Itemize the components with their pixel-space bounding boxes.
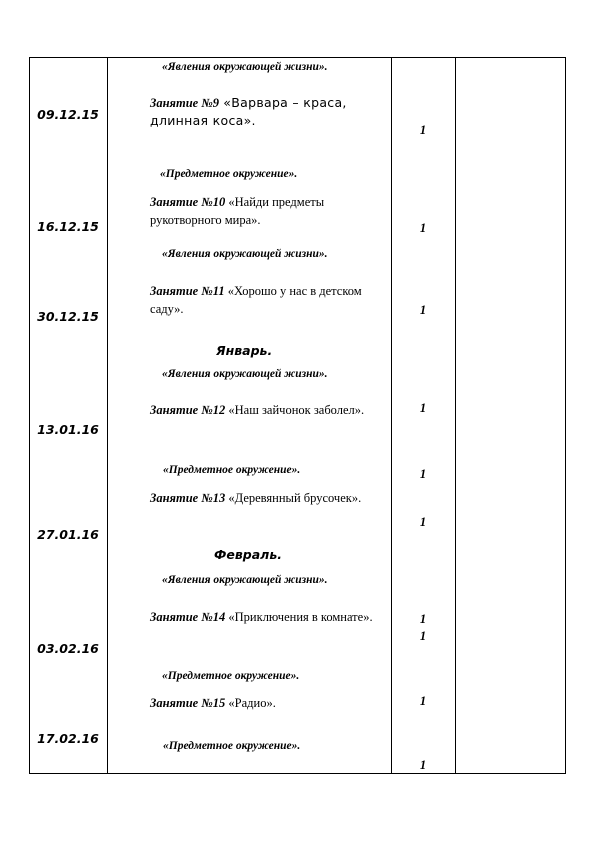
hours-value: 1 [419, 467, 427, 481]
section-title: «Предметное окружение». [160, 168, 298, 180]
lesson-entry [150, 489, 375, 507]
lesson-topic: «Деревянный брусочек». [225, 491, 362, 505]
lesson-date: 03.02.16 [37, 641, 99, 656]
lesson-topic: «Радио». [225, 696, 276, 710]
lesson-number: Занятие №12 [150, 403, 226, 417]
lesson-date: 17.02.16 [37, 731, 99, 746]
month-heading: Февраль. [214, 547, 282, 562]
table-border-top [29, 57, 566, 58]
hours-value: 1 [419, 515, 427, 529]
hours-value: 1 [419, 303, 427, 317]
hours-value: 1 [419, 758, 427, 772]
lesson-entry [150, 694, 375, 712]
lesson-number: Занятие №13 [150, 491, 226, 505]
lesson-entry [150, 94, 380, 130]
lesson-date: 27.01.16 [37, 527, 99, 542]
hours-value: 1 [419, 221, 427, 235]
hours-value: 1 [419, 612, 427, 626]
section-title: «Явления окружающей жизни». [162, 574, 328, 586]
hours-value: 1 [419, 629, 427, 643]
hours-value: 1 [419, 123, 427, 137]
column-divider-date [107, 57, 108, 774]
lesson-entry [150, 193, 375, 229]
lesson-topic: «Наш зайчонок заболел». [225, 403, 365, 417]
lesson-number: Занятие №9 [150, 96, 220, 110]
column-divider-hours [455, 57, 456, 774]
lesson-date: 30.12.15 [37, 309, 99, 324]
month-heading: Январь. [216, 343, 273, 358]
lesson-topic: «Хорошо у нас в детском саду». [150, 284, 362, 316]
lesson-number: Занятие №14 [150, 610, 226, 624]
lesson-topic: «Варвара – краса, длинная коса». [150, 95, 347, 128]
section-title: «Предметное окружение». [162, 670, 300, 682]
lesson-number: Занятие №15 [150, 696, 226, 710]
hours-value: 1 [419, 401, 427, 415]
lesson-date: 16.12.15 [37, 219, 99, 234]
hours-value: 1 [419, 694, 427, 708]
lesson-entry [150, 608, 375, 626]
lesson-date: 09.12.15 [37, 107, 99, 122]
lesson-entry [150, 282, 375, 318]
section-title: «Предметное окружение». [163, 464, 301, 476]
section-title: «Явления окружающей жизни». [162, 61, 328, 73]
table-border-bottom [29, 773, 566, 774]
lesson-number: Занятие №10 [150, 195, 226, 209]
lesson-topic: «Найди предметы рукотворного мира». [150, 195, 325, 227]
lesson-topic: «Приключения в комнате». [225, 610, 373, 624]
section-title: «Явления окружающей жизни». [162, 368, 328, 380]
table-border-left [29, 57, 30, 774]
table-border-right [565, 57, 566, 774]
lesson-number: Занятие №11 [150, 284, 225, 298]
lesson-entry [150, 401, 375, 419]
lesson-date: 13.01.16 [37, 422, 99, 437]
section-title: «Предметное окружение». [163, 740, 301, 752]
section-title: «Явления окружающей жизни». [162, 248, 328, 260]
